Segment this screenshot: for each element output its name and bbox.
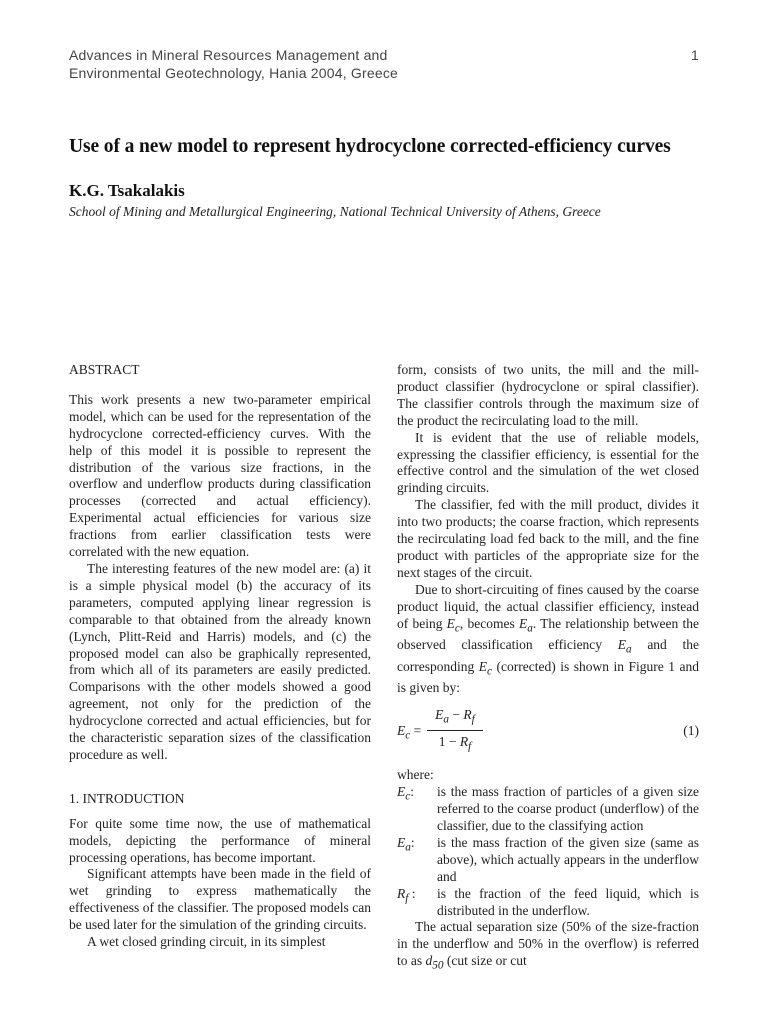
definition-text: is the fraction of the feed liquid, which is distributed in the underflow. xyxy=(437,885,699,918)
symbol-d50: $d_{50}$ xyxy=(425,953,444,972)
introduction-paragraph-2: Significant attempts have been made in the field of wet grinding to express mathematically the effectiveness of the classifier. The proposed models can be used later for the simulation of the grinding circuits. xyxy=(69,866,371,933)
definition-symbol: $R_f$ : xyxy=(397,885,416,905)
equation-denominator: $1 - R_f$ xyxy=(438,733,472,753)
body-paragraph-3: The classifier, fed with the mill product, divides it into two products; the coarse fraction, which represents the recirculating load fed back to the mill, and the fine product with particles of the appropriate size for the next stages of the circuit. xyxy=(397,497,699,580)
left-column xyxy=(69,362,371,951)
abstract-paragraph-2: The interesting features of the new model are: (a) it is a simple physical model (b) the accuracy of its parameters, computed applying linear regression is comparable to that obtained from the already known (Lynch, Plitt-Reid and Harris) models, and (c) the proposed model can also be graphically represented, from which all of its parameters are easily predicted. Comparisons with the other models showed a good agreement, not only for the prediction of the hydrocyclone corrected and actual efficiencies, but for the characteristic separation sizes of the classification procedure as well. xyxy=(69,560,371,762)
definition-text: is the mass fraction of particles of a given size referred to the coarse product (underflow) of the classifier, due to the classifying action xyxy=(437,784,699,833)
definition-rf xyxy=(397,886,699,920)
introduction-heading: 1. INTRODUCTION xyxy=(69,790,185,806)
body-paragraph-2: It is evident that the use of reliable models, expressing the classifier efficiency, is essential for the effective control and the simulation of the wet closed grinding circuits. xyxy=(397,429,699,496)
equation-lhs: $E_c$ = xyxy=(397,723,422,742)
body-paragraph-5: The actual separation size (50% of the size-fraction in the underflow and 50% in the overflow) is referred to as $d_{50}$ (cut size or cut xyxy=(397,919,699,972)
definition-symbol: $E_a$: xyxy=(397,834,415,854)
symbol-ec: $E_c$ xyxy=(446,615,460,635)
symbol-ec: $E_c$ xyxy=(478,658,492,678)
equation-numerator: $E_a - R_f$ xyxy=(427,707,483,731)
abstract-heading: ABSTRACT xyxy=(69,362,140,377)
equation-fraction xyxy=(427,707,483,755)
definition-symbol: $E_c$: xyxy=(397,784,415,803)
symbol-ea: $E_a$ xyxy=(617,637,632,656)
body-paragraph-4: Due to short-circuiting of fines caused by the coarse product liquid, the actual classifier efficiency, instead of being $E_c$, becomes $E_a$. The relationship between the observed classification efficiency $E_a$ and the corresponding $E_c$ (corrected) is shown in Figure 1 and is given by: xyxy=(397,581,700,696)
definition-text: is the mass fraction of the given size (same as above), which actually appears in the underflow and xyxy=(437,834,699,884)
introduction-paragraph-1: For quite some time now, the use of mathematical models, depicting the performance of mineral processing operations, has become important. xyxy=(69,815,371,865)
where-label: where: xyxy=(397,767,434,783)
author-affiliation: School of Mining and Metallurgical Engineering, National Technical University of Athens, Greece xyxy=(69,204,601,219)
symbol-ea: $E_a$ xyxy=(518,615,533,635)
right-column xyxy=(397,362,699,975)
body-paragraph-1: form, consists of two units, the mill and the mill- product classifier (hydrocyclone or spiral classifier). The classifier controls through the maximum size of the product the recirculating load to the mill. xyxy=(397,362,699,428)
running-header xyxy=(69,46,699,82)
symbol-definitions xyxy=(397,784,699,919)
introduction-paragraph-3: A wet closed grinding circuit, in its simplest xyxy=(87,934,326,950)
paper-title: Use of a new model to represent hydrocyclone corrected-efficiency curves xyxy=(69,136,671,157)
journal-name-line-2: Environmental Geotechnology, Hania 2004, Greece xyxy=(69,65,399,81)
journal-name-line-1: Advances in Mineral Resources Management and xyxy=(69,47,388,63)
abstract-paragraph-1: This work presents a new two-parameter empirical model, which can be used for the representation of the hydrocyclone corrected-efficiency curves. With the help of this model it is possible to represent the distribution of the various size fractions, in the overflow and underflow products during classification processes (corrected and actual efficiency). Experimental actual efficiencies for various size fractions from earlier classification tests were correlated with the new equation. xyxy=(69,391,371,560)
definition-ea xyxy=(397,835,699,886)
definition-ec xyxy=(397,784,699,835)
author-name: K.G. Tsakalakis xyxy=(69,181,185,200)
equation-number: (1) xyxy=(683,723,699,739)
page-number: 1 xyxy=(691,47,699,63)
equation-1 xyxy=(397,705,699,761)
